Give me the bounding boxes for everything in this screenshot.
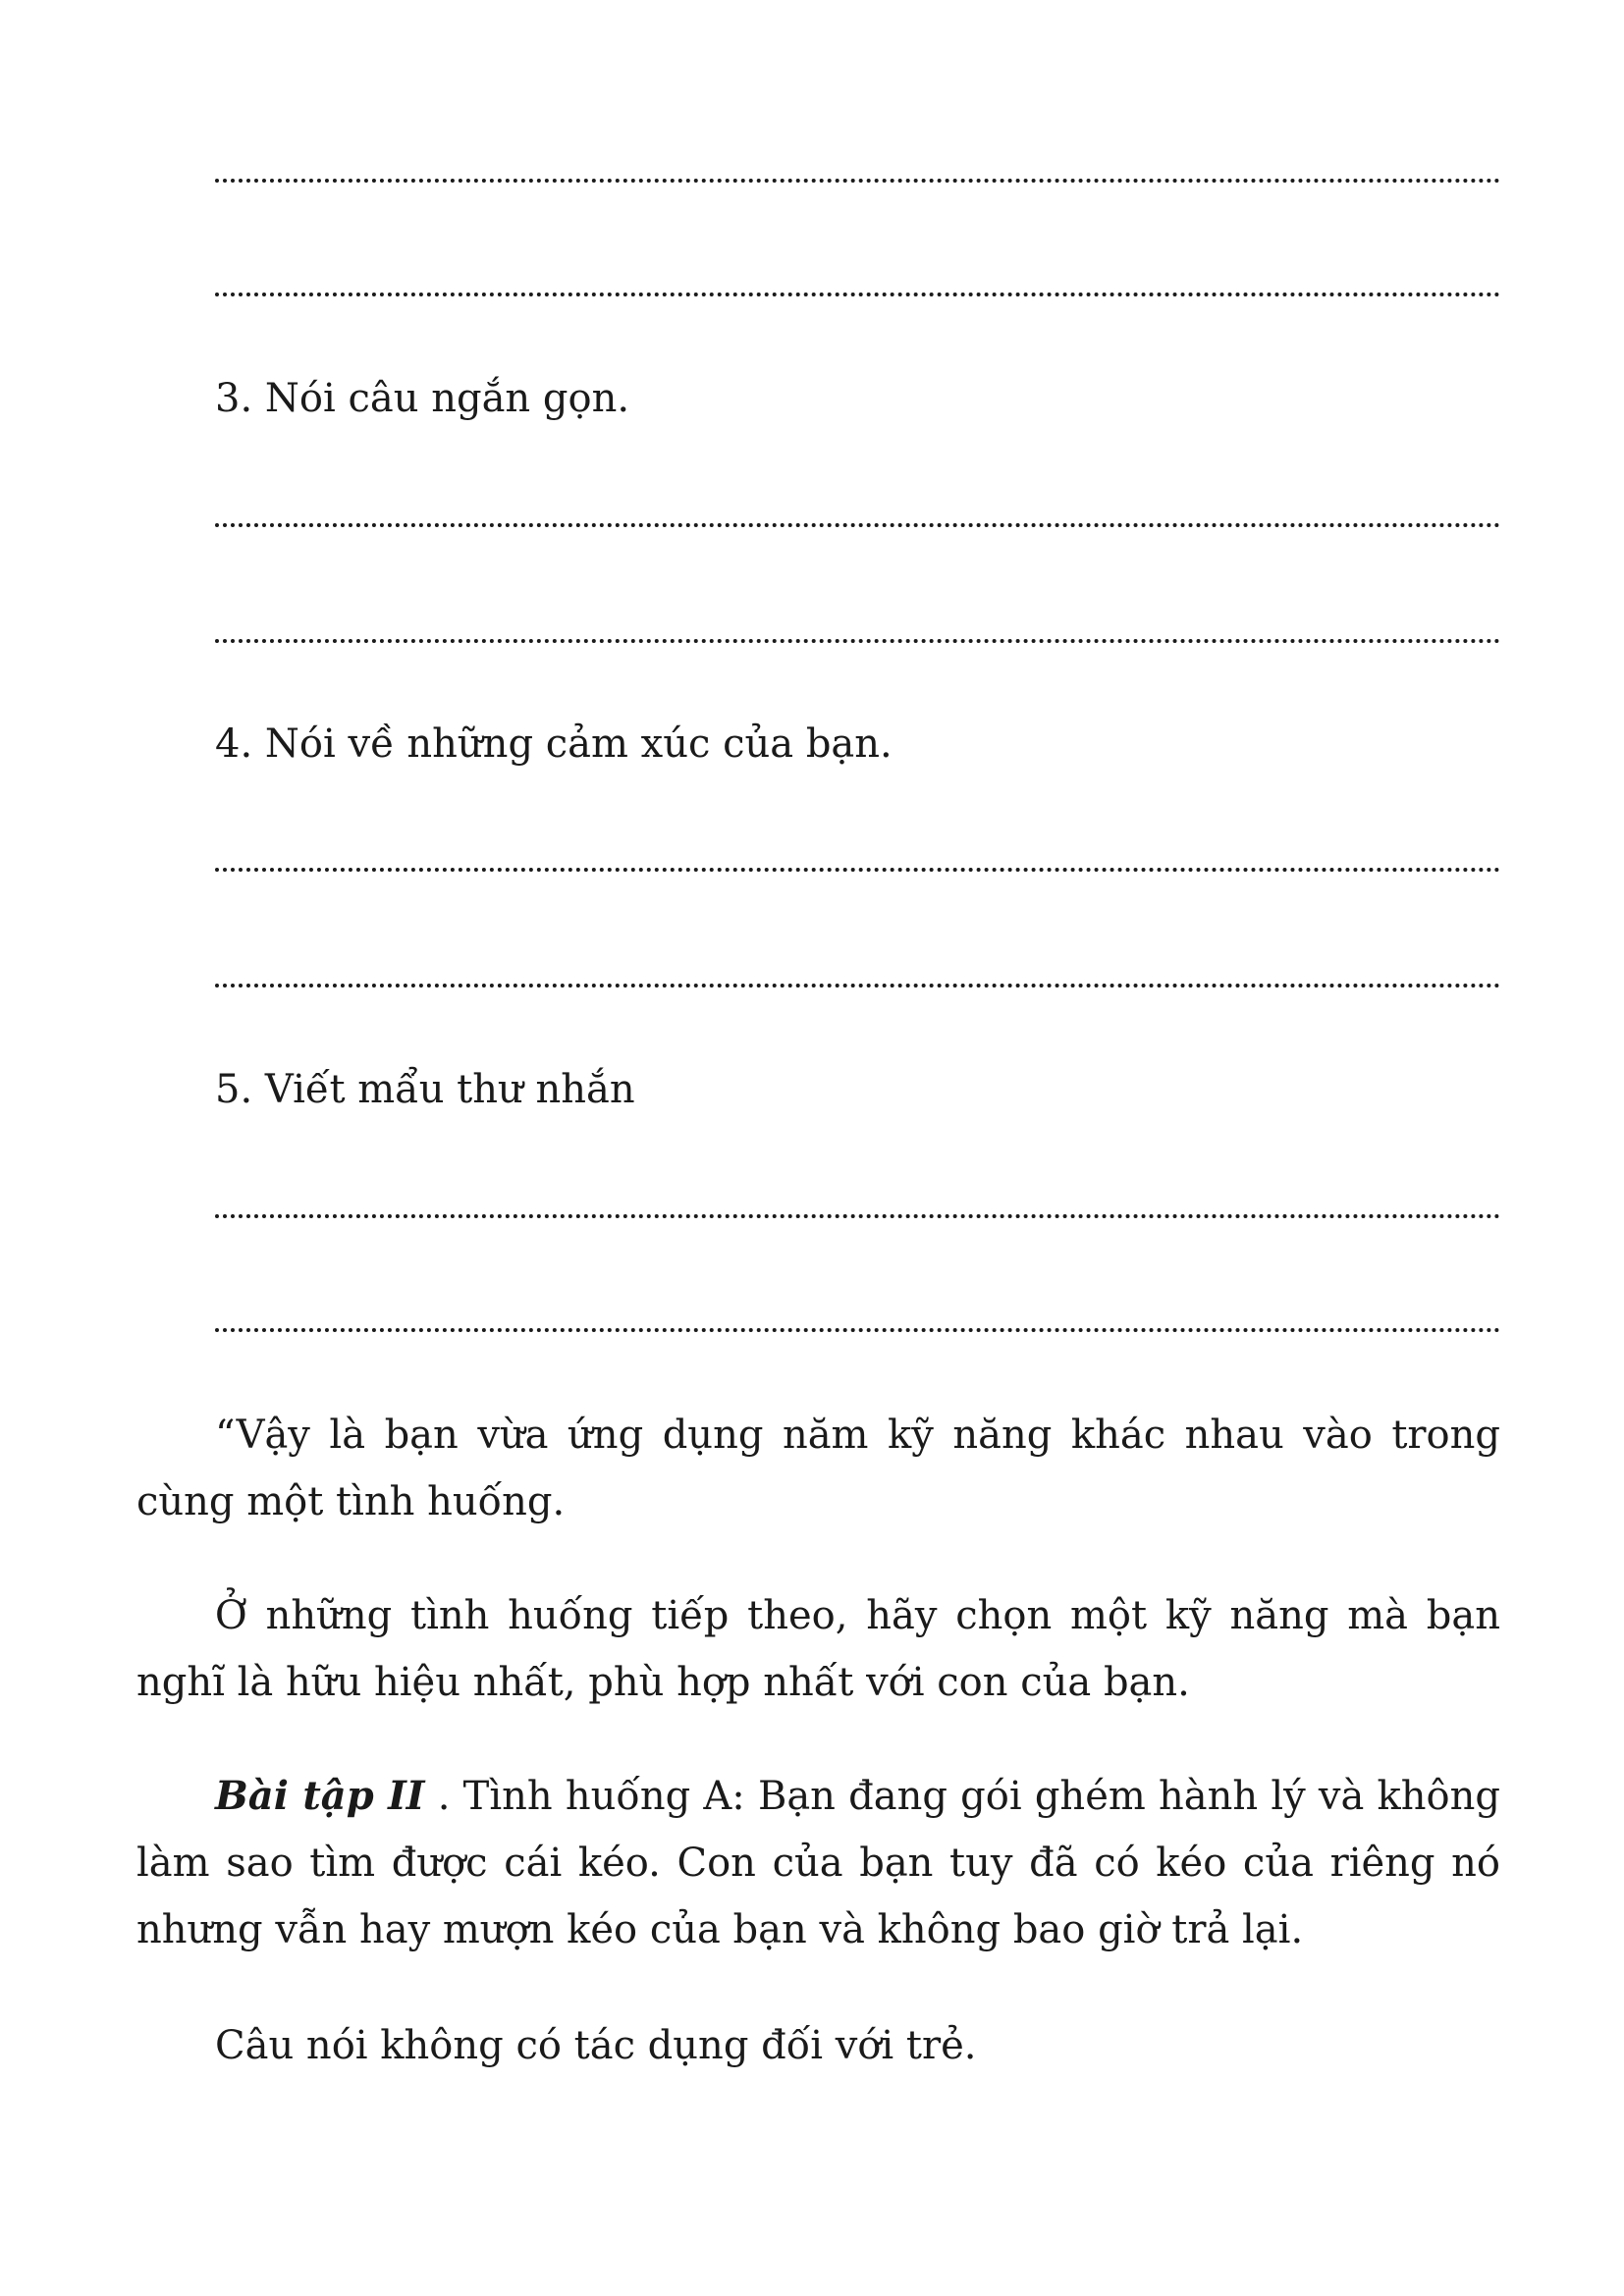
answer-line (215, 984, 1500, 988)
answer-line (215, 523, 1500, 527)
item-4-heading: 4. Nói về những cảm xúc của bạn. (215, 721, 893, 767)
item-5-heading: 5. Viết mẩu thư nhắn (215, 1067, 635, 1112)
paragraph-summary-text: “Vậy là bạn vừa ứng dụng năm kỹ năng khác nhau vào trong cùng một tình huống. (136, 1413, 1500, 1524)
paragraph-ineffective-phrase: Câu nói không có tác dụng đối với trẻ. (215, 2023, 977, 2068)
item-3-heading: 3. Nói câu ngắn gọn. (215, 376, 630, 421)
answer-line (215, 179, 1500, 183)
answer-line (215, 868, 1500, 872)
answer-line (215, 1328, 1500, 1332)
paragraph-exercise (136, 1763, 1500, 1963)
paragraph-instruction (136, 1582, 1500, 1716)
answer-line (215, 1214, 1500, 1218)
paragraph-summary (136, 1402, 1500, 1535)
paragraph-exercise-text: . Tình huống A: Bạn đang gói ghém hành lý và không làm sao tìm được cái kéo. Con của bạn tuy đã có kéo của riêng nó nhưng vẫn hay mượn kéo của bạn và không bao giờ trả lại. (136, 1774, 1500, 1952)
answer-line (215, 293, 1500, 296)
exercise-label: Bài tập II (215, 1773, 425, 1819)
answer-line (215, 639, 1500, 643)
paragraph-instruction-text: Ở những tình huống tiếp theo, hãy chọn một kỹ năng mà bạn nghĩ là hữu hiệu nhất, phù hợp nhất với con của bạn. (136, 1593, 1500, 1705)
